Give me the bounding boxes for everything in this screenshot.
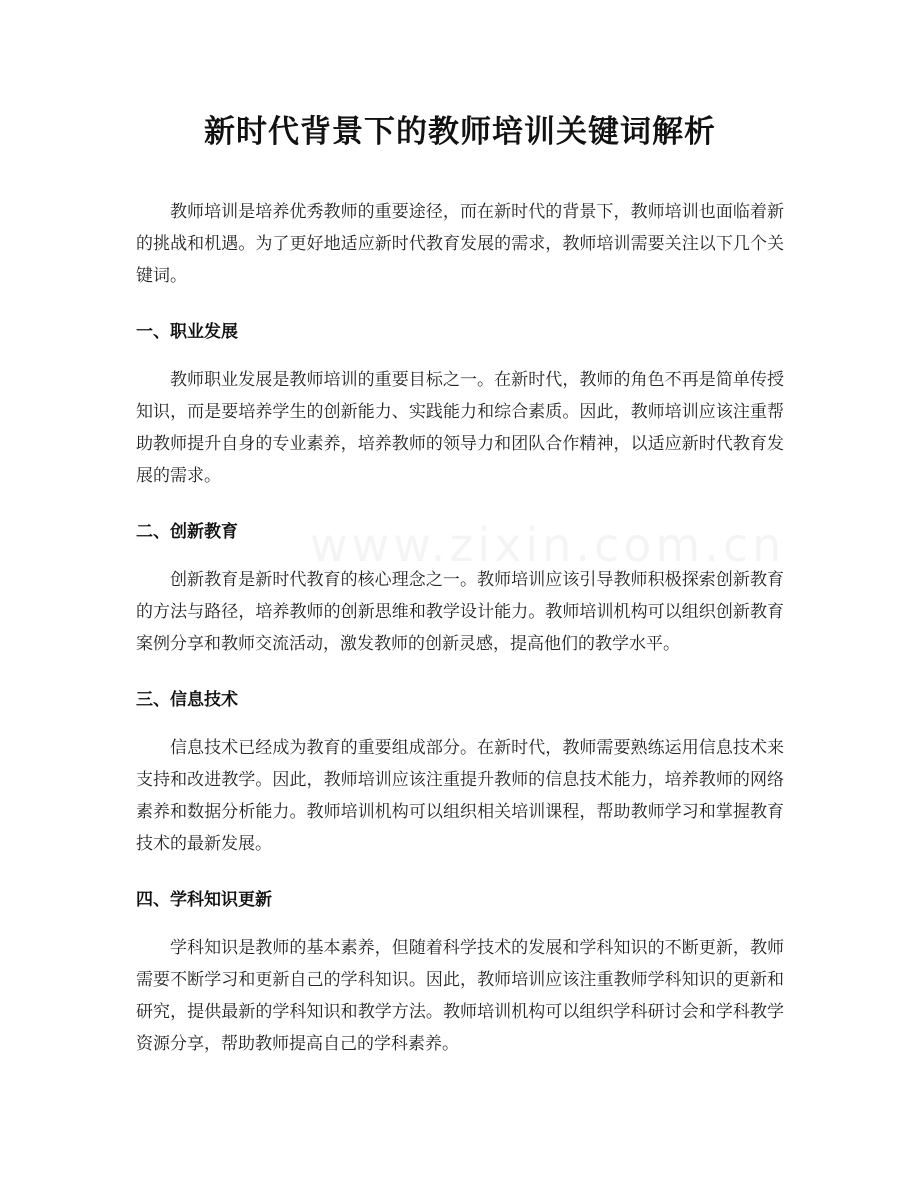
section-heading: 三、信息技术 [136, 690, 238, 710]
section-career-development [136, 318, 784, 492]
section-paragraph: 教师职业发展是教师培训的重要目标之一。在新时代，教师的角色不再是简单传授知识，而是要培养学生的创新能力、实践能力和综合素质。因此，教师培训应该注重帮助教师提升自身的专业素养，培养教师的领导力和团队合作精神，以适应新时代教育发展的需求。 [136, 370, 784, 486]
section-heading: 二、创新教育 [136, 522, 238, 542]
section-paragraph: 创新教育是新时代教育的核心理念之一。教师培训应该引导教师积极探索创新教育的方法与路径，培养教师的创新思维和教学设计能力。教师培训机构可以组织创新教育案例分享和教师交流活动，激发教师的创新灵感，提高他们的教学水平。 [136, 570, 784, 654]
section-paragraph: 学科知识是教师的基本素养，但随着科学技术的发展和学科知识的不断更新，教师需要不断学习和更新自己的学科知识。因此，教师培训应该注重教师学科知识的更新和研究，提供最新的学科知识和教学方法。教师培训机构可以组织学科研讨会和学科教学资源分享，帮助教师提高自己的学科素养。 [136, 938, 784, 1054]
section-innovative-education [136, 518, 784, 660]
section-information-technology [136, 686, 784, 860]
section-heading: 一、职业发展 [136, 322, 238, 342]
section-heading: 四、学科知识更新 [136, 890, 272, 910]
intro-paragraph: 教师培训是培养优秀教师的重要途径，而在新时代的背景下，教师培训也面临着新的挑战和机遇。为了更好地适应新时代教育发展的需求，教师培训需要关注以下几个关键词。 [136, 202, 784, 286]
document-title: 新时代背景下的教师培训关键词解析 [204, 114, 716, 150]
section-subject-knowledge [136, 886, 784, 1060]
section-paragraph: 信息技术已经成为教育的重要组成部分。在新时代，教师需要熟练运用信息技术来支持和改进教学。因此，教师培训应该注重提升教师的信息技术能力，培养教师的网络素养和数据分析能力。教师培训机构可以组织相关培训课程，帮助教师学习和掌握教育技术的最新发展。 [136, 738, 784, 854]
